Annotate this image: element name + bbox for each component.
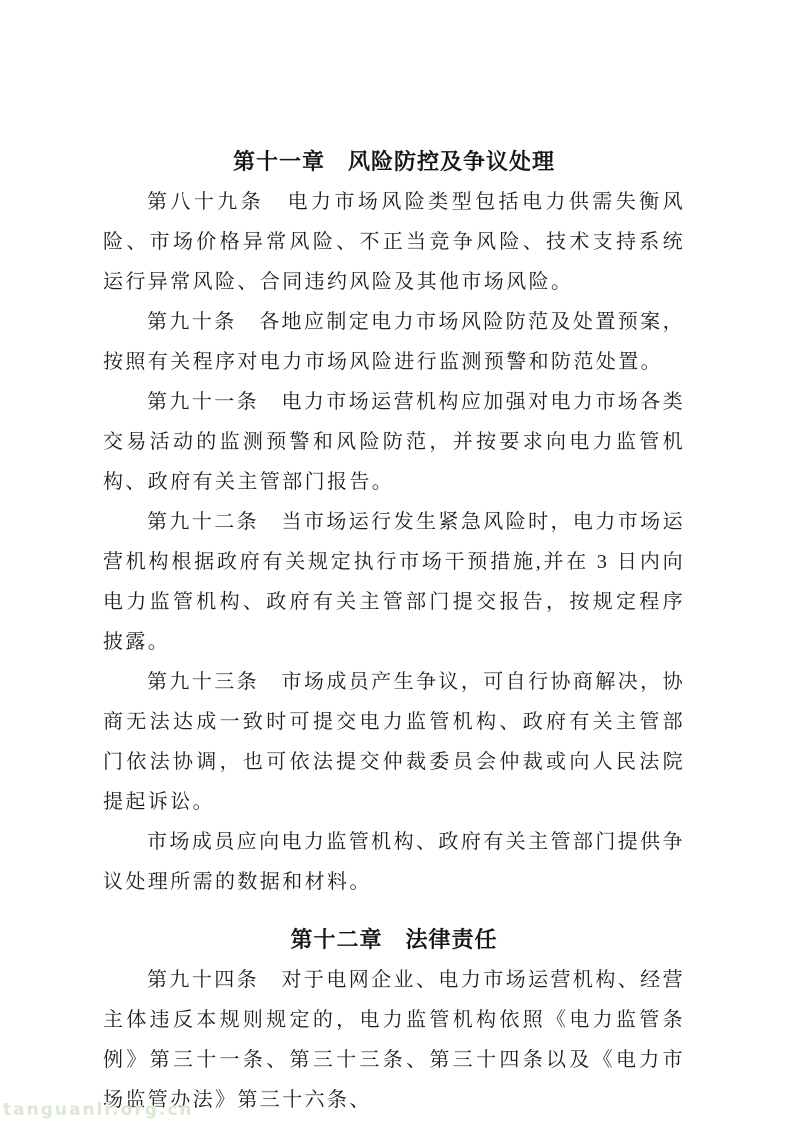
article-90-paragraph: 第九十条 各地应制定电力市场风险防范及处置预案，按照有关程序对电力市场风险进行监测预警和防范处置。 bbox=[103, 311, 685, 373]
chapter-12-title: 第十二章 法律责任 bbox=[290, 927, 498, 952]
article-93-paragraph: 第九十三条 市场成员产生争议，可自行协商解决，协商无法达成一致时可提交电力监管机构、政府有关主管部门依法协调，也可依法提交仲裁委员会仲裁或向人民法院提起诉讼。 bbox=[103, 671, 685, 813]
article-93-second-paragraph: 市场成员应向电力监管机构、政府有关主管部门提供争议处理所需的数据和材料。 bbox=[103, 831, 685, 893]
article-94-paragraph: 第九十四条 对于电网企业、电力市场运营机构、经营主体违反本规则规定的，电力监管机构依照《电力监管条例》第三十一条、第三十三条、第三十四条以及《电力市场监管办法》第三十六条、 bbox=[103, 969, 685, 1111]
article-92-paragraph: 第九十二条 当市场运行发生紧急风险时，电力市场运营机构根据政府有关规定执行市场干预措施,并在 3 日内向电力监管机构、政府有关主管部门提交报告，按规定程序披露。 bbox=[103, 511, 685, 653]
page-content bbox=[103, 142, 685, 1120]
article-91-paragraph: 第九十一条 电力市场运营机构应加强对电力市场各类交易活动的监测预警和风险防范，并按要求向电力监管机构、政府有关主管部门报告。 bbox=[103, 391, 685, 493]
watermark-text: tanguanli.org.cn bbox=[3, 1100, 194, 1120]
chapter-11-title: 第十一章 风险防控及争议处理 bbox=[232, 149, 555, 174]
article-89-paragraph: 第八十九条 电力市场风险类型包括电力供需失衡风险、市场价格异常风险、不正当竞争风险、技术支持系统运行异常风险、合同违约风险及其他市场风险。 bbox=[103, 191, 685, 293]
